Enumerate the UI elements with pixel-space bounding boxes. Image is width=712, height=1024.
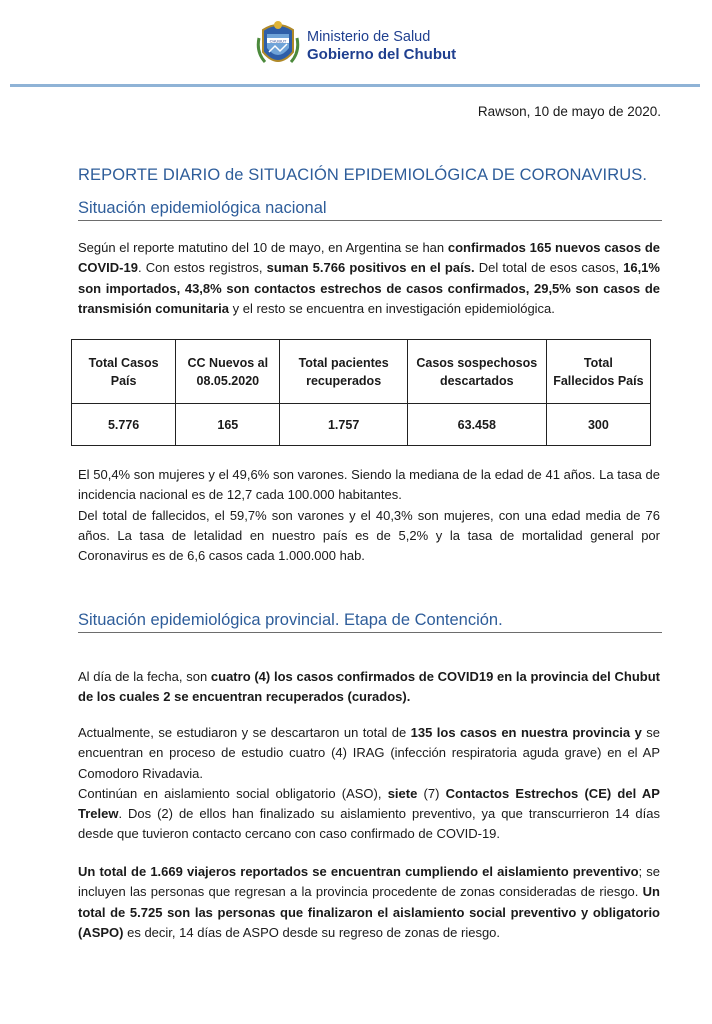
header-divider [10,84,700,87]
table-row [72,404,651,446]
government-name: Gobierno del Chubut [307,45,457,63]
provincial-study-paragraph [78,723,660,845]
demographics-paragraph: El 50,4% son mujeres y el 49,6% son varones. Siendo la mediana de la edad de 41 años. La tasa de incidencia nacional es de 12,7 cada 100.000 habitantes. [78,467,660,503]
text: Al día de la fecha, son [78,669,211,684]
national-stats-table [71,339,651,446]
ministry-name: Ministerio de Salud [307,28,431,45]
report-title: REPORTE DIARIO de SITUACIÓN EPIDEMIOLÓGICA DE CORONAVIRUS. [78,166,648,184]
table-header-row [72,340,651,404]
national-section-heading: Situación epidemiológica nacional [78,199,662,221]
table-header-cell: Total Fallecidos País [546,340,650,404]
national-intro-paragraph [78,238,660,319]
table-cell: 5.776 [72,404,176,446]
bold-text: 135 los casos en nuestra provincia y [410,725,642,740]
table-cell: 63.458 [407,404,546,446]
bold-text: Un total de 1.669 viajeros reportados se encuentran cumpliendo el aislamiento preventivo [78,864,639,879]
bold-text: Un total de 5.725 son las personas que finalizaron el aislamiento social preventivo y obligatorio (ASPO) [78,884,660,940]
bold-text: cuatro (4) los casos confirmados de COVID19 en la provincia del Chubut de los cuales 2 se encuentran recuperados (curados). [78,669,660,705]
discarded-cases-text [78,723,660,784]
text: ; se incluyen las personas que regresan a la provincia procedente de zonas consideradas de riesgo. [78,864,660,900]
table-cell: 165 [176,404,280,446]
text: Actualmente, se estudiaron y se descartaron un total de [78,725,411,740]
table-cell: 1.757 [280,404,407,446]
text: se encuentran en proceso de estudio cuatro (4) IRAG (infección respiratoria aguda grave) en el AP Comodoro Rivadavia. [78,725,660,781]
text: . Dos (2) de ellos han finalizado su aislamiento preventivo, ya que transcurrieron 14 días desde que tuvieron contacto cercano con caso confirmado de COVID-19. [78,806,660,842]
chubut-crest-icon [255,18,301,74]
intro-text: y el resto se encuentra en investigación epidemiológica. [228,300,555,316]
provincial-section-heading: Situación epidemiológica provincial. Etapa de Contención. [78,611,662,633]
intro-bold: 16,1% son importados, 43,8% son contactos estrechos de casos confirmados, 29,5% son casos de transmisión comunitaria [78,260,660,316]
logo-text [307,29,456,64]
bold-text: siete [387,785,418,801]
intro-text: Según el reporte matutino del 10 de mayo, en Argentina se han [78,240,448,255]
provincial-cases-paragraph [78,667,660,708]
table-cell: 300 [546,404,650,446]
travelers-paragraph [78,862,660,943]
national-demographics [78,465,660,566]
intro-bold: confirmados 165 nuevos casos de COVID-19 [78,240,660,276]
bold-text: Contactos Estrechos (CE) del AP Trelew [78,785,660,822]
text: es decir, 14 días de ASPO desde su regreso de zonas de riesgo. [123,924,501,940]
deaths-paragraph: Del total de fallecidos, el 59,7% son varones y el 40,3% son mujeres, con una edad media de 76 años. La tasa de letalidad en nuestro país es de 5,2% y la tasa de mortalidad general por Coronavirus es de 6,6 casos cada 1.000.000 hab. [78,507,660,564]
isolation-text [78,784,660,845]
table-header-cell: Total Casos País [72,340,176,404]
table-header-cell: Total pacientes recuperados [280,340,407,404]
table-header-cell: Casos sospechosos descartados [407,340,546,404]
table-header-cell: CC Nuevos al 08.05.2020 [176,340,280,404]
text: (7) [417,785,446,801]
intro-text: . Con estos registros, [137,260,267,276]
intro-bold: suman 5.766 positivos en el país. [266,260,475,276]
crest-lettering: CHUBUT [269,38,287,44]
report-date: Rawson, 10 de mayo de 2020. [477,104,661,119]
ministry-logo [255,18,456,74]
text: Continúan en aislamiento social obligatorio (ASO), [78,785,388,801]
intro-text: Del total de esos casos, [474,260,624,276]
page-header [0,0,712,88]
